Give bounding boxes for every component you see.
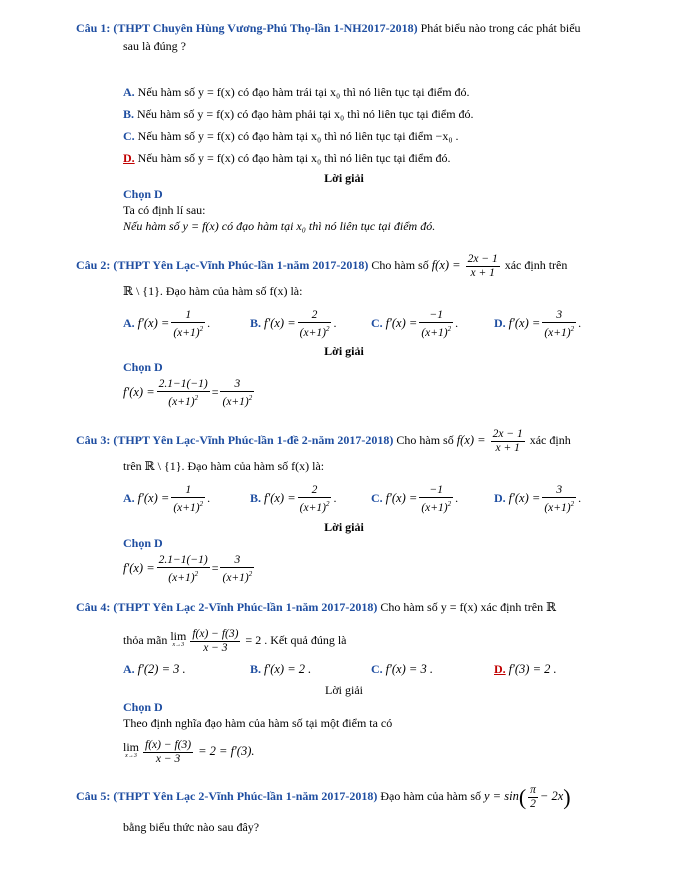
q2-label: Câu 2: <box>76 258 111 272</box>
q3-option-d: D. f′(x) = $\frac{3}{(x+1)^2}$ . <box>494 483 582 514</box>
q3-answer: Chọn D <box>123 536 163 550</box>
q2-answer: Chọn D <box>123 360 163 374</box>
q4-stem-line2: thỏa mãn lim x→3 $\frac{f(x) - f(3)}{x - 3}$ = 2 . Kết quả đúng là <box>123 627 347 654</box>
q1-label: Câu 1: <box>76 21 111 35</box>
q4-derivation: lim x→3 $\frac{f(x) - f(3)}{x - 3}$ = 2 = f′(3). <box>123 738 255 765</box>
q2-source: (THPT Yên Lạc-Vĩnh Phúc-lần 1-năm 2017-2018) <box>113 258 369 272</box>
q1-theorem: Nếu hàm số y = f(x) có đạo hàm tại x₀ thì nó liên tục tại điểm đó. <box>123 219 436 233</box>
q3-header: Câu 3: (THPT Yên Lạc-Vĩnh Phúc-lần 1-đề 2-năm 2017-2018) Cho hàm số f(x) = $\frac{2x - 1}{x + 1}$ xác định <box>76 427 571 454</box>
q3-stem-line2: trên ℝ \ {1}. Đạo hàm của hàm số f(x) là: <box>123 459 325 473</box>
q4-option-c: C. f′(x) = 3 . <box>371 662 433 676</box>
q3-function: f(x) = <box>456 433 486 447</box>
q1-answer: Chọn D <box>123 187 163 201</box>
q3-option-a: A. f′(x) = $\frac{1}{(x+1)^2}$ . <box>123 483 211 514</box>
q2-stem-line2: ℝ \ {1}. Đạo hàm của hàm số f(x) là: <box>123 284 303 298</box>
q4-option-a: A. f′(2) = 3 . <box>123 662 186 676</box>
q1-stem-line2: sau là đúng ? <box>123 39 186 53</box>
q5-label: Câu 5: <box>76 789 111 803</box>
q5-function: y = sin <box>484 789 519 803</box>
q1-option-c: C. Nếu hàm số y = f(x) có đạo hàm tại x₀ thì nó liên tục tại điểm −x₀ . <box>123 129 459 143</box>
q4-option-d: D. f′(3) = 2 . <box>494 662 557 676</box>
q5-header: Câu 5: (THPT Yên Lạc 2-Vĩnh Phúc-lần 1-năm 2017-2018) Đạo hàm của hàm số y = sin( $\frac{\pi}{2}$ − 2x) <box>76 783 571 810</box>
q2-header: Câu 2: (THPT Yên Lạc-Vĩnh Phúc-lần 1-năm 2017-2018) Cho hàm số f(x) = $\frac{2x - 1}{x + 1}$ xác định trên <box>76 252 568 279</box>
q3-fraction: $\frac{2x - 1}{x + 1}$ <box>492 427 523 454</box>
q2-option-b: B. f′(x) = $\frac{2}{(x+1)^2}$ . <box>250 308 337 339</box>
q2-function: f(x) = <box>431 258 461 272</box>
q2-fraction: $\frac{2x - 1}{x + 1}$ <box>467 252 498 279</box>
q4-header: Câu 4: (THPT Yên Lạc 2-Vĩnh Phúc-lần 1-năm 2017-2018) Cho hàm số y = f(x) xác định trên ℝ <box>76 600 557 614</box>
q3-option-c: C. f′(x) = $\frac{-1}{(x+1)^2}$ . <box>371 483 459 514</box>
q3-label: Câu 3: <box>76 433 111 447</box>
q4-option-b: B. f′(x) = 2 . <box>250 662 312 676</box>
q3-calculation: f′(x) = $\frac{2.1-1(-1)}{(x+1)^2}$ = $\frac{3}{(x+1)^2}$ <box>123 553 253 584</box>
q3-option-b: B. f′(x) = $\frac{2}{(x+1)^2}$ . <box>250 483 337 514</box>
q1-stem: Phát biểu nào trong các phát biểu <box>420 21 581 35</box>
q2-calculation: f′(x) = $\frac{2.1-1(-1)}{(x+1)^2}$ = $\frac{3}{(x+1)^2}$ <box>123 377 253 408</box>
q4-limit: lim x→3 <box>170 629 187 649</box>
q2-option-a: A. f′(x) = $\frac{1}{(x+1)^2}$ . <box>123 308 211 339</box>
q5-stem-line2: bằng biểu thức nào sau đây? <box>123 820 260 834</box>
q5-source: (THPT Yên Lạc 2-Vĩnh Phúc-lần 1-năm 2017-2018) <box>113 789 378 803</box>
q1-source: (THPT Chuyên Hùng Vương-Phú Thọ-lần 1-NH2017-2018) <box>113 21 418 35</box>
q1-explain: Ta có định lí sau: <box>123 203 206 217</box>
q4-explain: Theo định nghĩa đạo hàm của hàm số tại một điểm ta có <box>123 716 393 730</box>
q4-label: Câu 4: <box>76 600 111 614</box>
q4-solution-heading: Lời giải <box>324 683 363 697</box>
q2-option-c: C. f′(x) = $\frac{-1}{(x+1)^2}$ . <box>371 308 459 339</box>
q1-option-d: D. Nếu hàm số y = f(x) có đạo hàm tại x₀ thì nó liên tục tại điểm đó. <box>123 151 451 165</box>
q2-solution-heading: Lời giải <box>324 344 364 358</box>
q4-source: (THPT Yên Lạc 2-Vĩnh Phúc-lần 1-năm 2017-2018) <box>113 600 378 614</box>
q1-option-a: A. Nếu hàm số y = f(x) có đạo hàm trái tại x₀ thì nó liên tục tại điểm đó. <box>123 85 470 99</box>
q3-solution-heading: Lời giải <box>324 520 364 534</box>
q2-option-d: D. f′(x) = $\frac{3}{(x+1)^2}$ . <box>494 308 582 339</box>
q3-source: (THPT Yên Lạc-Vĩnh Phúc-lần 1-đề 2-năm 2017-2018) <box>113 433 394 447</box>
q1-solution-heading: Lời giải <box>324 171 364 185</box>
q1-header <box>76 20 581 36</box>
q4-answer: Chọn D <box>123 700 163 714</box>
q1-option-b: B. Nếu hàm số y = f(x) có đạo hàm phải tại x₀ thì nó liên tục tại điểm đó. <box>123 107 474 121</box>
